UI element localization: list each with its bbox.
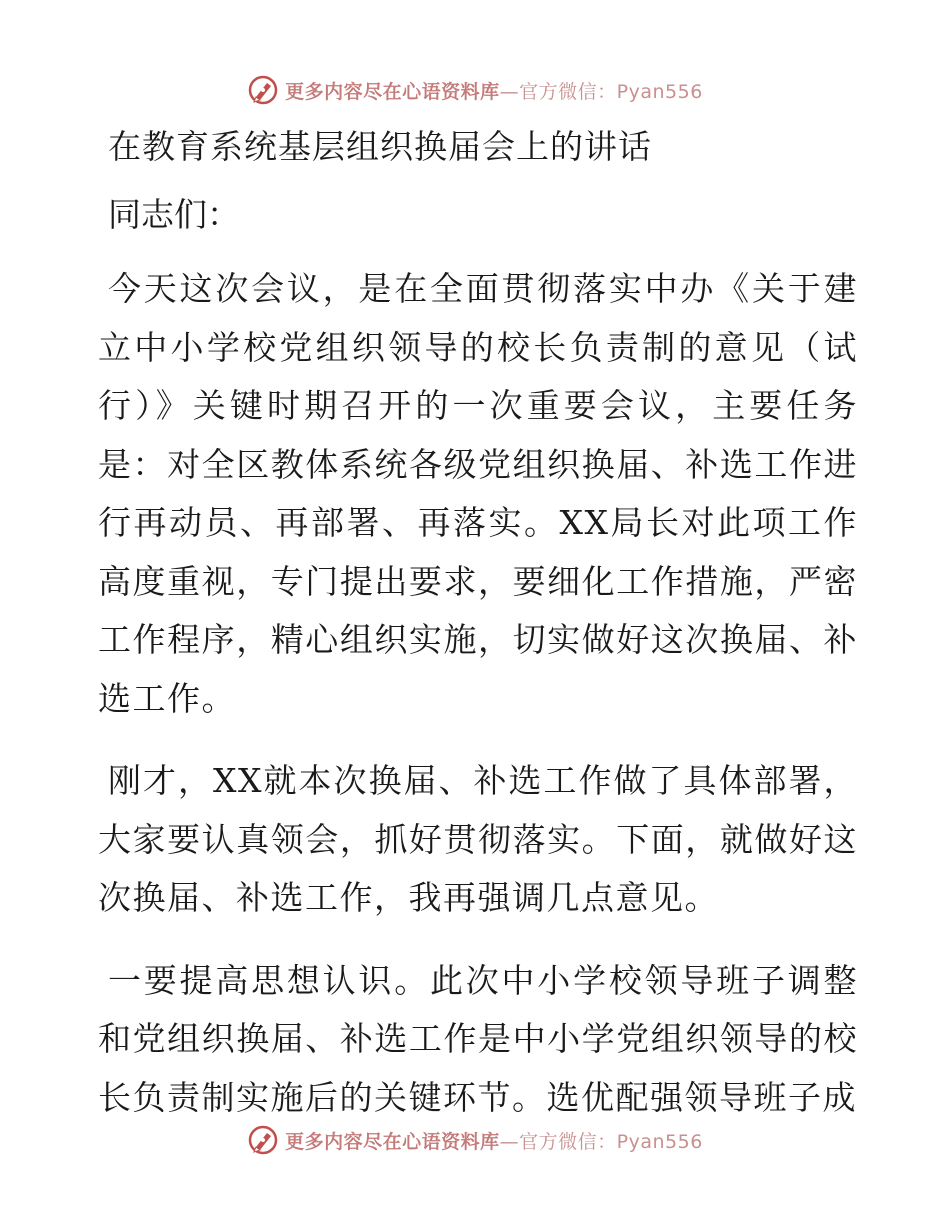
banner-brand-text: 更多内容尽在心语资料库 [285,1130,500,1153]
pen-logo-icon [247,1124,279,1156]
greeting: 同志们： [108,195,240,234]
pen-logo-icon [247,74,279,106]
paragraph-3: 一要提高思想认识。此次中小学校领导班子调整和党组织换届、补选工作是中小学党组织领导的校长负责制实施后的关键环节。选优配强领导班子成 [98,960,858,1117]
banner-text [285,77,703,104]
banner-wechat-text: —官方微信：Pyan556 [499,1130,703,1153]
document-body [98,124,858,1127]
paragraph-1: 今天这次会议，是在全面贯彻落实中办《关于建立中小学校党组织领导的校长负责制的意见（试行）》关键时期召开的一次重要会议，主要任务是：对全区教体系统各级党组织换届、补选工作进行再动员、再部署、再落实。XX局长对此项工作高度重视，专门提出要求，要细化工作措施，严密工作程序，精心组织实施，切实做好这次换届、补选工作。 [98,269,858,718]
document-title: 在教育系统基层组织换届会上的讲话 [108,127,652,166]
banner-brand-text: 更多内容尽在心语资料库 [285,80,500,103]
banner-text [285,1127,703,1154]
paragraph-2: 刚才，XX就本次换届、补选工作做了具体部署，大家要认真领会，抓好贯彻落实。下面，就做好这次换届、补选工作，我再强调几点意见。 [98,761,858,917]
header-banner [0,72,950,108]
banner-wechat-text: —官方微信：Pyan556 [499,80,703,103]
footer-banner [0,1122,950,1158]
